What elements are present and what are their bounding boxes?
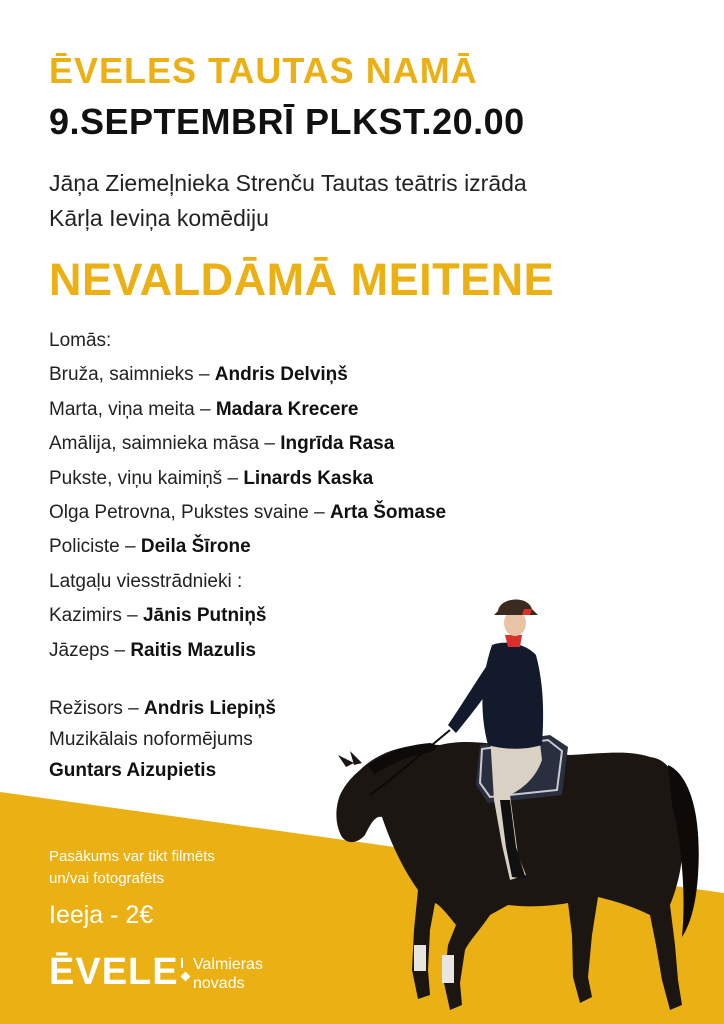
- logo-text: ĒVELE: [49, 951, 179, 993]
- director-row: [49, 694, 276, 725]
- music-row: [49, 756, 276, 787]
- date-time-heading: 9.SEPTEMBRĪ PLKST.20.00: [49, 101, 525, 142]
- actor-name: Jānis Putniņš: [142, 605, 267, 627]
- music-label: Muzikālais noformējums: [49, 729, 253, 750]
- actor-name: Ingrīda Rasa: [280, 433, 395, 455]
- cast-row: [49, 395, 446, 429]
- role-name: Bruža, saimnieks –: [49, 364, 215, 386]
- actor-name: Raitis Mazulis: [130, 639, 256, 661]
- notice-line-1: Pasākums var tikt filmēts: [49, 848, 215, 865]
- divider-bar: [181, 958, 183, 968]
- role-name: Pukste, viņu kaimiņš –: [49, 467, 244, 489]
- cast-row: [49, 464, 446, 498]
- actor-name: Andris Delviņš: [214, 364, 348, 386]
- intro-line-1: Jāņa Ziemeļnieka Strenču Tautas teātris izrāda: [49, 170, 527, 196]
- actor-name: Madara Krecere: [215, 398, 359, 420]
- logo-dot-icon: [180, 972, 190, 982]
- role-name: Kazimirs –: [49, 605, 143, 627]
- cast-row: [49, 429, 446, 463]
- cast-subheading: Latgaļu viesstrādnieki :: [49, 570, 243, 592]
- role-name: Jāzeps –: [49, 639, 131, 661]
- cast-row: [49, 360, 446, 394]
- intro-line-2: Kārļa Ieviņa komēdiju: [49, 205, 269, 231]
- music-name: Guntars Aizupietis: [49, 760, 217, 781]
- role-name: Amālija, saimnieka māsa –: [49, 433, 281, 455]
- actor-name: Arta Šomase: [329, 501, 447, 523]
- role-name: Policiste –: [49, 536, 141, 558]
- actor-name: Deila Šīrone: [140, 536, 251, 558]
- role-name: Olga Petrovna, Pukstes svaine –: [49, 501, 330, 523]
- evele-logo: [49, 952, 189, 992]
- venue-heading: ĒVELES TAUTAS NAMĀ: [49, 50, 478, 91]
- cast-row: [49, 532, 446, 566]
- notice-line-2: un/vai fotografēts: [49, 870, 165, 887]
- director-label: Režisors –: [49, 698, 145, 719]
- actor-name: Linards Kaska: [243, 467, 374, 489]
- crew-list: [49, 694, 276, 787]
- region-line-1: Valmieras: [193, 956, 263, 973]
- role-name: Marta, viņa meita –: [49, 398, 216, 420]
- entry-price: Ieeja - 2€: [49, 901, 154, 929]
- region-label: [193, 955, 263, 993]
- director-name: Andris Liepiņš: [144, 698, 276, 719]
- horse-rider-icon: [330, 585, 724, 1024]
- cast-row: [49, 498, 446, 532]
- cast-heading: Lomās:: [49, 330, 112, 351]
- filming-notice: [49, 846, 215, 890]
- play-title: NEVALDĀMĀ MEITENE: [49, 254, 555, 305]
- region-line-2: novads: [193, 975, 245, 992]
